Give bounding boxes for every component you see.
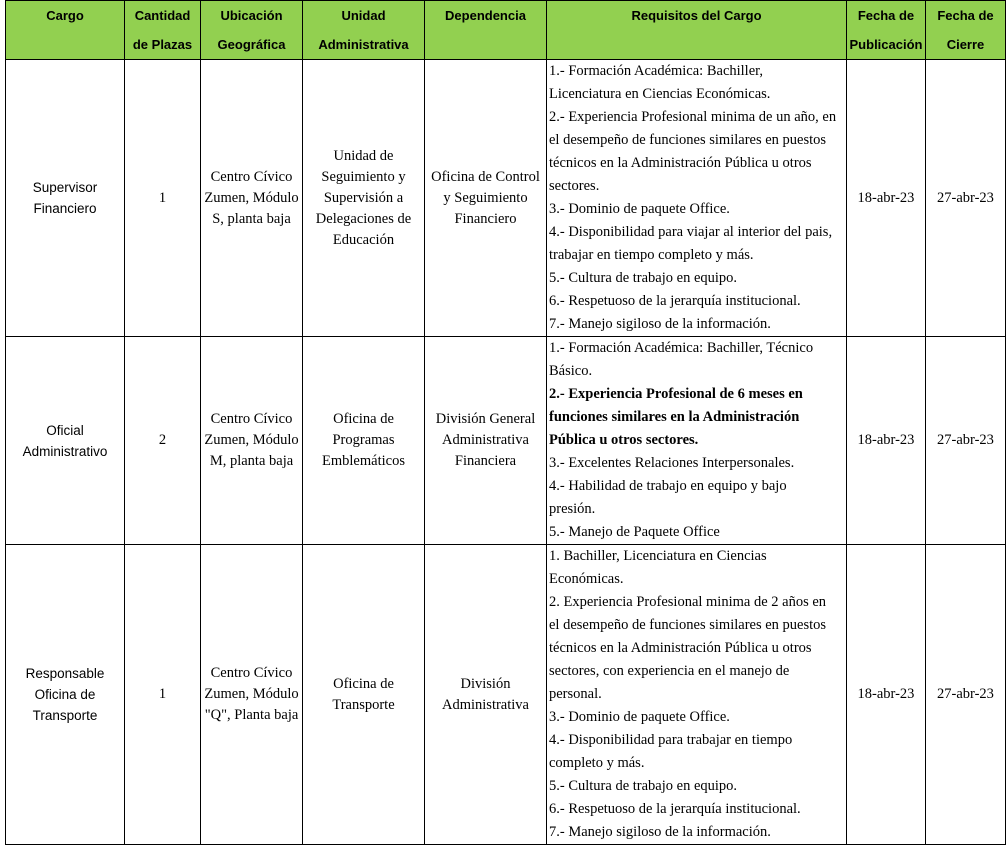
requisito-line: el desempeño de funciones similares en puestos: [549, 617, 827, 633]
requisito-line: 5.- Cultura de trabajo en equipo.: [549, 778, 738, 794]
table-row: [6, 545, 1006, 845]
requisito-line: 2. Experiencia Profesional minima de 2 años en: [549, 594, 827, 610]
requisito-line: 3.- Dominio de paquete Office.: [549, 709, 730, 725]
requisito-line: personal.: [549, 686, 602, 702]
job-openings-table: [5, 0, 1006, 845]
requisitos-cell: [547, 337, 847, 545]
requisito-line: técnicos en la Administración Pública u otros: [549, 155, 812, 171]
requisito-line: 3.- Excelentes Relaciones Interpersonales.: [549, 455, 795, 471]
requisito-line: 7.- Manejo sigiloso de la información.: [549, 824, 771, 840]
header-unidad: Unidad Administrativa: [303, 1, 425, 60]
cargo-cell: Responsable Oficina de Transporte: [6, 545, 125, 845]
header-dependencia: Dependencia: [425, 1, 547, 60]
cargo-cell: Supervisor Financiero: [6, 60, 125, 337]
header-ubicacion: Ubicación Geográfica: [201, 1, 303, 60]
requisito-line: 4.- Disponibilidad para trabajar en tiempo: [549, 732, 793, 748]
unidad-cell: Unidad de Seguimiento y Supervisión a Delegaciones de Educación: [303, 60, 425, 337]
requisito-line: 2.- Experiencia Profesional de 6 meses en: [549, 386, 803, 402]
header-row: [6, 1, 1006, 60]
requisitos-cell: [547, 60, 847, 337]
unidad-cell: Oficina de Programas Emblemáticos: [303, 337, 425, 545]
ubicacion-cell: Centro Cívico Zumen, Módulo M, planta baja: [201, 337, 303, 545]
requisito-line: Económicas.: [549, 571, 624, 587]
cargo-cell: Oficial Administrativo: [6, 337, 125, 545]
header-fecha-publicacion: Fecha de Publicación: [847, 1, 926, 60]
cantidad-cell: 1: [125, 60, 201, 337]
fecha-publicacion-cell: 18-abr-23: [847, 60, 926, 337]
requisito-line: 6.- Respetuoso de la jerarquía institucional.: [549, 801, 801, 817]
requisito-line: Licenciatura en Ciencias Económicas.: [549, 86, 771, 102]
requisito-line: 2.- Experiencia Profesional minima de un año, en: [549, 109, 837, 125]
requisito-line: 5.- Manejo de Paquete Office: [549, 524, 720, 540]
requisito-line: Básico.: [549, 363, 593, 379]
ubicacion-cell: Centro Cívico Zumen, Módulo "Q", Planta baja: [201, 545, 303, 845]
requisito-line: sectores.: [549, 178, 600, 194]
dependencia-cell: División General Administrativa Financiera: [425, 337, 547, 545]
requisito-line: Pública u otros sectores.: [549, 432, 699, 448]
fecha-cierre-cell: 27-abr-23: [926, 60, 1006, 337]
requisito-line: 4.- Disponibilidad para viajar al interior del pais,: [549, 224, 833, 240]
requisito-line: 1.- Formación Académica: Bachiller,: [549, 63, 764, 79]
requisito-line: 4.- Habilidad de trabajo en equipo y bajo: [549, 478, 787, 494]
cantidad-cell: 1: [125, 545, 201, 845]
fecha-publicacion-cell: 18-abr-23: [847, 545, 926, 845]
table-row: [6, 60, 1006, 337]
table-row: [6, 337, 1006, 545]
header-cantidad: Cantidad de Plazas: [125, 1, 201, 60]
header-cargo: Cargo: [6, 1, 125, 60]
dependencia-cell: Oficina de Control y Seguimiento Financiero: [425, 60, 547, 337]
requisito-line: 1. Bachiller, Licenciatura en Ciencias: [549, 548, 767, 564]
fecha-cierre-cell: 27-abr-23: [926, 337, 1006, 545]
requisito-line: funciones similares en la Administración: [549, 409, 800, 425]
fecha-cierre-cell: 27-abr-23: [926, 545, 1006, 845]
requisito-line: completo y más.: [549, 755, 645, 771]
requisito-line: 6.- Respetuoso de la jerarquía institucional.: [549, 293, 801, 309]
ubicacion-cell: Centro Cívico Zumen, Módulo S, planta baja: [201, 60, 303, 337]
requisitos-cell: [547, 545, 847, 845]
fecha-publicacion-cell: 18-abr-23: [847, 337, 926, 545]
requisito-line: presión.: [549, 501, 596, 517]
requisito-line: trabajar en tiempo completo y más.: [549, 247, 754, 263]
requisito-line: 3.- Dominio de paquete Office.: [549, 201, 730, 217]
unidad-cell: Oficina de Transporte: [303, 545, 425, 845]
requisito-line: 7.- Manejo sigiloso de la información.: [549, 316, 771, 332]
requisito-line: técnicos en la Administración Pública u otros: [549, 640, 812, 656]
cantidad-cell: 2: [125, 337, 201, 545]
requisito-line: 1.- Formación Académica: Bachiller, Técnico: [549, 340, 814, 356]
requisito-line: 5.- Cultura de trabajo en equipo.: [549, 270, 738, 286]
requisito-line: el desempeño de funciones similares en puestos: [549, 132, 827, 148]
header-requisitos: Requisitos del Cargo: [547, 1, 847, 60]
header-fecha-cierre: Fecha de Cierre: [926, 1, 1006, 60]
dependencia-cell: División Administrativa: [425, 545, 547, 845]
requisito-line: sectores, con experiencia en el manejo de: [549, 663, 790, 679]
